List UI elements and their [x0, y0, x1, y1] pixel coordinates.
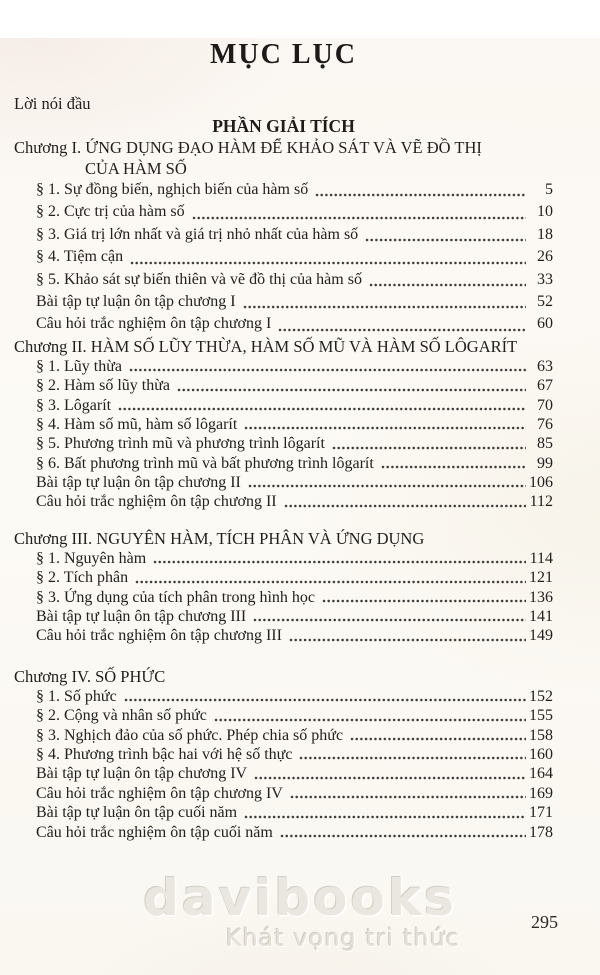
- dot-leader-icon: [365, 238, 526, 242]
- watermark-tagline-text: Khát vọng tri thức: [225, 924, 461, 952]
- dot-leader-icon: [280, 834, 526, 838]
- toc-entry-label: Câu hỏi trắc nghiệm ôn tập chương III: [36, 627, 282, 645]
- toc-entry-label: § 3. Lôgarít: [36, 396, 112, 414]
- toc-entry-page: 155: [529, 707, 553, 725]
- toc-entry-page: 18: [537, 225, 553, 243]
- chapter-heading: Chương III. NGUYÊN HÀM, TÍCH PHÂN VÀ ỨNG DỤNG: [14, 528, 425, 548]
- toc-entry-label: § 4. Tiệm cận: [36, 248, 124, 266]
- toc-entry-page: 60: [537, 315, 553, 333]
- dot-leader-icon: [118, 407, 526, 411]
- toc-entry-page: 26: [537, 248, 553, 266]
- toc-entry-label: § 4. Phương trình bậc hai với hệ số thực: [36, 745, 293, 763]
- toc-entry: [36, 745, 553, 764]
- chapter-heading-line2: CỦA HÀM SỐ: [85, 159, 187, 178]
- dot-leader-icon: [350, 737, 526, 741]
- toc-entry-label: Bài tập tự luận ôn tập chương IV: [36, 765, 248, 783]
- dot-leader-icon: [254, 776, 526, 780]
- dot-leader-icon: [290, 795, 526, 799]
- dot-leader-icon: [243, 305, 526, 309]
- toc-entry-page: 152: [529, 687, 553, 705]
- dot-leader-icon: [124, 698, 526, 702]
- dot-leader-icon: [289, 638, 526, 642]
- toc-entry-label: § 4. Hàm số mũ, hàm số lôgarít: [36, 415, 238, 433]
- toc-entry-label: § 2. Cộng và nhân số phức: [36, 707, 207, 725]
- toc-entry-label: Bài tập tự luận ôn tập chương I: [36, 292, 236, 310]
- toc-entry: [36, 246, 553, 268]
- toc-entry: [36, 473, 553, 492]
- toc-entry-page: 164: [529, 765, 553, 783]
- page-content: [0, 38, 600, 842]
- toc-entry-label: § 3. Giá trị lớn nhất và giá trị nhỏ nhất của hàm số: [36, 225, 359, 243]
- toc-entry-page: 178: [529, 823, 553, 841]
- toc-entry-page: 76: [537, 415, 553, 433]
- toc-entry: [36, 626, 553, 645]
- toc-entry-label: Câu hỏi trắc nghiệm ôn tập chương I: [36, 315, 272, 333]
- toc-entry-page: 114: [529, 549, 553, 567]
- dot-leader-icon: [130, 261, 526, 265]
- dot-leader-icon: [214, 718, 526, 722]
- toc-entry-page: 136: [529, 588, 553, 606]
- toc-entry-label: § 3. Ứng dụng của tích phân trong hình học: [36, 588, 316, 606]
- toc-entry-page: 112: [529, 493, 553, 511]
- page-title: MỤC LỤC: [210, 39, 357, 70]
- toc-entry: [36, 313, 553, 335]
- toc-entry-page: 10: [537, 203, 553, 221]
- toc-entry-page: 121: [529, 569, 553, 587]
- dot-leader-icon: [177, 388, 526, 392]
- toc-entry-label: § 2. Tích phân: [36, 569, 129, 587]
- toc-entry: [36, 179, 553, 201]
- toc-entry: [36, 376, 553, 395]
- toc-entry-label: § 5. Phương trình mũ và phương trình lôgarít: [36, 435, 325, 453]
- chapter-entries: [36, 687, 553, 842]
- toc-entry-page: 33: [537, 270, 553, 288]
- toc-entry: [36, 291, 553, 313]
- toc-entry-page: 169: [529, 784, 553, 802]
- toc-entry: [36, 492, 553, 511]
- chapter-heading: Chương II. HÀM SỐ LŨY THỪA, HÀM SỐ MŨ VÀ HÀM SỐ LÔGARÍT: [14, 336, 518, 356]
- chapter-heading: Chương IV. SỐ PHỨC: [14, 666, 166, 686]
- toc-entry: [36, 607, 553, 626]
- chapter-entries: [36, 179, 553, 336]
- chapter-section: [14, 137, 553, 336]
- toc-entry: [36, 803, 553, 822]
- page-number: 295: [531, 912, 558, 932]
- dot-leader-icon: [129, 368, 526, 372]
- toc-entry: [36, 726, 553, 745]
- chapter-section: [14, 528, 553, 646]
- dot-leader-icon: [253, 618, 526, 622]
- dot-leader-icon: [153, 560, 526, 564]
- toc-entry: [36, 764, 553, 783]
- chapter-entries: [36, 357, 553, 512]
- toc-entry-label: Câu hỏi trắc nghiệm ôn tập cuối năm: [36, 823, 273, 841]
- toc-entry: [36, 549, 553, 568]
- toc-entry: [36, 201, 553, 223]
- toc-entry-page: 63: [537, 357, 553, 375]
- toc-entry-label: Bài tập tự luận ôn tập chương III: [36, 608, 247, 626]
- dot-leader-icon: [284, 504, 526, 508]
- toc-entry-label: § 1. Số phức: [36, 687, 117, 705]
- toc-entry-page: 52: [537, 292, 553, 310]
- toc-entry-label: § 1. Nguyên hàm: [36, 549, 147, 567]
- toc-entry: [36, 568, 553, 587]
- toc-entry: [36, 434, 553, 453]
- preface-line: Lời nói đầu: [14, 94, 91, 113]
- toc-entry-label: § 2. Cực trị của hàm số: [36, 203, 185, 221]
- toc-entry-page: 141: [529, 608, 553, 626]
- toc-entry-label: Câu hỏi trắc nghiệm ôn tập chương II: [36, 493, 277, 511]
- toc-entry-label: § 1. Sự đồng biến, nghịch biến của hàm số: [36, 181, 309, 198]
- toc-entry-page: 85: [537, 435, 553, 453]
- toc-entry-label: § 5. Khảo sát sự biến thiên và vẽ đồ thị của hàm số: [36, 270, 362, 288]
- toc-entry-page: 160: [529, 745, 553, 763]
- chapter-entries: [36, 549, 553, 646]
- toc-entry-label: § 2. Hàm số lũy thừa: [36, 377, 170, 395]
- dot-leader-icon: [248, 484, 526, 488]
- toc-entry: [36, 454, 553, 473]
- toc-page: [0, 38, 600, 975]
- toc-entry: [36, 269, 553, 291]
- dot-leader-icon: [332, 446, 526, 450]
- toc-entry-label: § 6. Bất phương trình mũ và bất phương trình lôgarít: [36, 454, 374, 472]
- chapter-heading: Chương I. ỨNG DỤNG ĐẠO HÀM ĐỂ KHẢO SÁT VÀ VẼ ĐỒ THỊ: [14, 138, 482, 157]
- toc-entry-page: 99: [537, 454, 553, 472]
- toc-entry-page: 70: [537, 396, 553, 414]
- chapter-section: [14, 336, 553, 512]
- chapters-container: [14, 137, 553, 842]
- toc-entry-page: 67: [537, 377, 553, 395]
- toc-entry-label: § 1. Lũy thừa: [36, 357, 122, 375]
- toc-entry-label: Bài tập tự luận ôn tập chương II: [36, 474, 241, 492]
- toc-entry: [36, 784, 553, 803]
- watermark: [0, 869, 600, 952]
- toc-entry: [36, 687, 553, 706]
- toc-entry: [36, 706, 553, 725]
- toc-entry-label: Câu hỏi trắc nghiệm ôn tập chương IV: [36, 784, 283, 802]
- toc-entry-page: 106: [529, 474, 553, 492]
- dot-leader-icon: [278, 328, 526, 332]
- dot-leader-icon: [381, 465, 526, 469]
- dot-leader-icon: [369, 283, 526, 287]
- toc-entry: [36, 823, 553, 842]
- toc-entry: [36, 396, 553, 415]
- dot-leader-icon: [244, 426, 526, 430]
- toc-entry-label: Bài tập tự luận ôn tập cuối năm: [36, 804, 238, 822]
- toc-entry-page: 171: [529, 804, 553, 822]
- toc-entry-page: 149: [529, 627, 553, 645]
- dot-leader-icon: [244, 815, 526, 819]
- chapter-section: [14, 666, 553, 842]
- dot-leader-icon: [192, 216, 526, 220]
- toc-entry: [36, 357, 553, 376]
- toc-entry-page: 5: [545, 181, 553, 198]
- toc-entry: [36, 415, 553, 434]
- watermark-brand-text: davibooks: [143, 869, 457, 927]
- toc-entry: [36, 224, 553, 246]
- dot-leader-icon: [299, 756, 526, 760]
- dot-leader-icon: [322, 599, 526, 603]
- toc-entry-label: § 3. Nghịch đảo của số phức. Phép chia số phức: [36, 726, 344, 744]
- part-heading: PHẦN GIẢI TÍCH: [212, 116, 355, 136]
- dot-leader-icon: [135, 580, 526, 584]
- toc-entry: [36, 588, 553, 607]
- dot-leader-icon: [315, 193, 526, 197]
- toc-entry-page: 158: [529, 726, 553, 744]
